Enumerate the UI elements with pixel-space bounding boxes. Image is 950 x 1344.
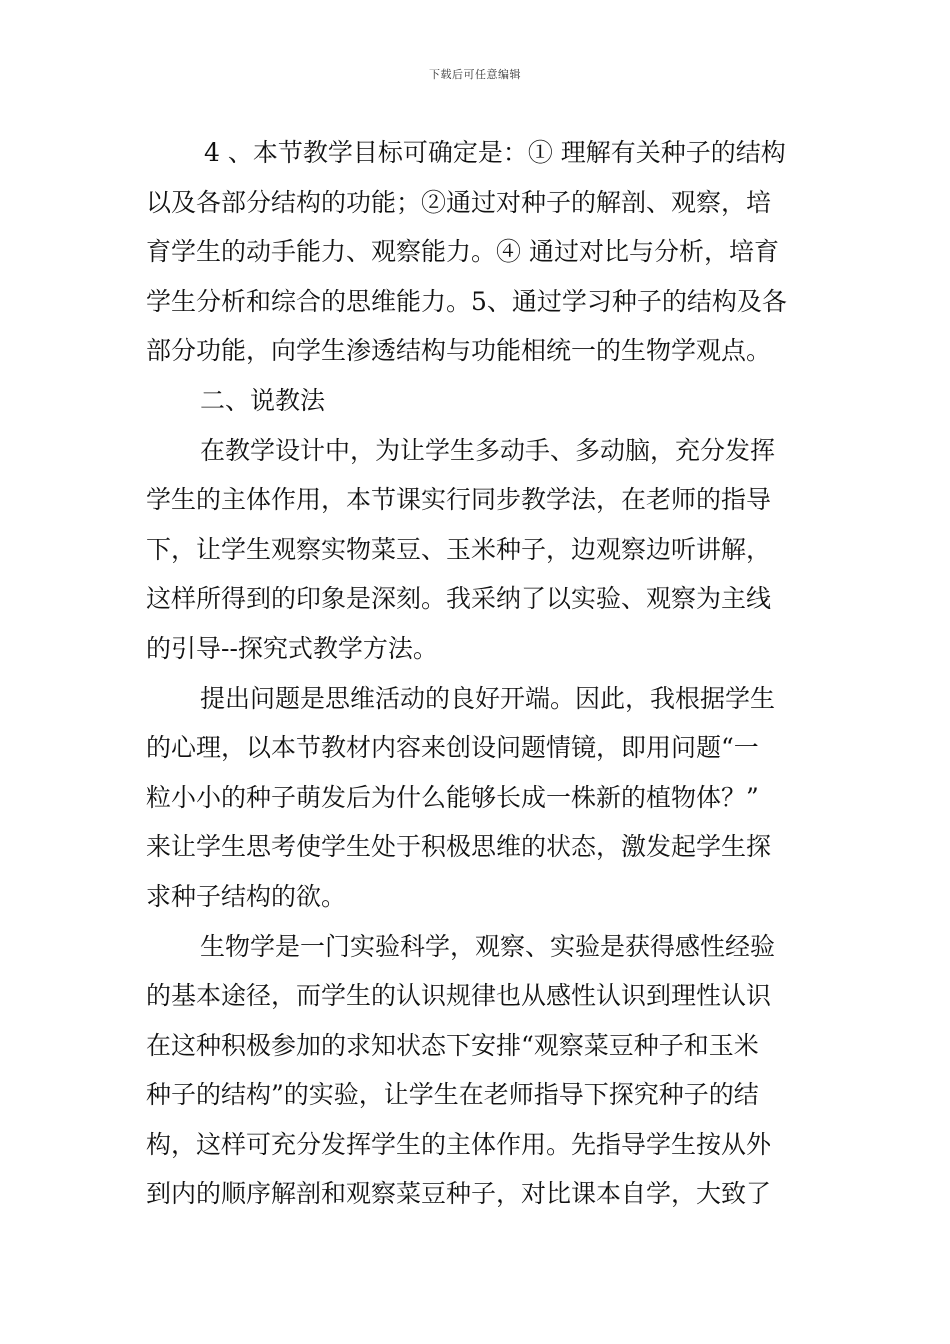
text-line: 粒小小的种子萌发后为什么能够长成一株新的植物体？” <box>146 782 759 812</box>
text-line: 到内的顺序解剖和观察菜豆种子，对比课本自学，大致了 <box>146 1179 772 1209</box>
paragraph-teaching-method <box>146 426 812 674</box>
text-line: 来让学生思考使学生处于积极思维的状态，激发起学生探 <box>146 832 772 862</box>
page-header: 下载后可任意编辑 <box>429 68 521 81</box>
text-line: 的心理，以本节教材内容来创设问题情镜，即用问题“一 <box>146 733 759 763</box>
text-line: 生物学是一门实验科学，观察、实验是获得感性经验 <box>200 931 776 961</box>
text-line: 学生的主体作用，本节课实行同步教学法，在老师的指导 <box>146 485 772 515</box>
paragraph-experiment <box>146 922 812 1220</box>
document-body <box>146 128 812 1219</box>
text-line: 求种子结构的欲。 <box>146 881 347 911</box>
section-heading-text: 二、说教法 <box>200 385 326 415</box>
text-line: 的基本途径，而学生的认识规律也从感性认识到理性认识 <box>146 981 772 1011</box>
paragraph-teaching-goals <box>146 128 812 376</box>
section-heading <box>146 376 812 426</box>
text-line: 在这种积极参加的求知状态下安排“观察菜豆种子和玉米 <box>146 1030 759 1060</box>
text-line: 育学生的动手能力、观察能力。④ 通过对比与分析，培育 <box>146 237 779 267</box>
text-line: 种子的结构”的实验，让学生在老师指导下探究种子的结 <box>146 1080 759 1110</box>
text-line: 的引导--探究式教学方法。 <box>146 633 438 663</box>
text-line: 下，让学生观察实物菜豆、玉米种子，边观察边听讲解， <box>146 534 772 564</box>
text-line: 部分功能，向学生渗透结构与功能相统一的生物学观点。 <box>146 336 772 366</box>
text-line: 4 、本节教学目标可确定是：① 理解有关种子的结构 <box>204 138 786 167</box>
text-line: 构，这样可充分发挥学生的主体作用。先指导学生按从外 <box>146 1129 772 1159</box>
text-line: 在教学设计中，为让学生多动手、多动脑，充分发挥 <box>200 435 776 465</box>
text-line: 这样所得到的印象是深刻。我采纳了以实验、观察为主线 <box>146 584 772 614</box>
text-line: 学生分析和综合的思维能力。5、通过学习种子的结构及各 <box>146 286 787 316</box>
text-line: 提出问题是思维活动的良好开端。因此，我根据学生 <box>200 683 776 713</box>
paragraph-questioning <box>146 674 812 922</box>
text-line: 以及各部分结构的功能；②通过对种子的解剖、观察，培 <box>146 187 772 217</box>
